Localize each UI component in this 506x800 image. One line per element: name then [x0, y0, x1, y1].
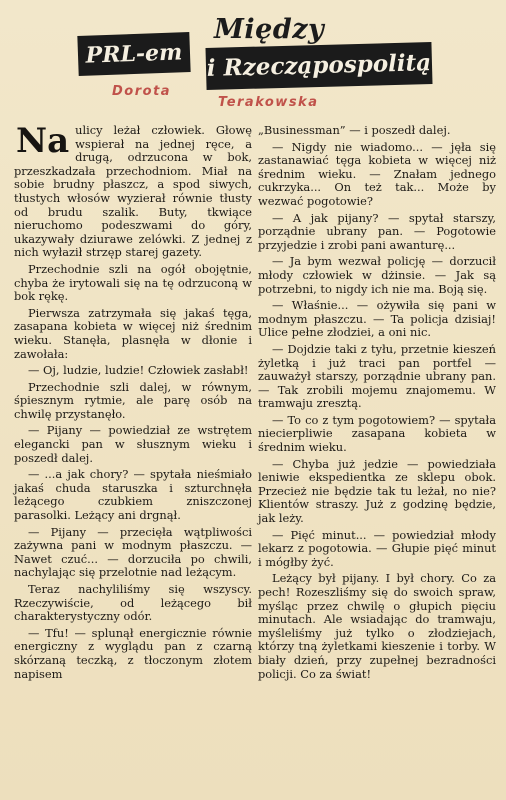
title-rzeczpospolita-block: i Rzecząpospolitą: [205, 42, 432, 90]
paragraph: — To co z tym pogotowiem? — spytała niecierpliwie zasapana kobieta w średnim wieku.: [258, 412, 496, 455]
paragraph: — Pijany — przecięła wątpliwości zażywna pani w modnym płaszczu. — Nawet czuć... — dorzuciła po chwili, nachylając się przelotnie nad leżącym.: [14, 524, 252, 580]
author-last-name: Terakowska: [218, 95, 319, 110]
paragraph: — Pięć minut... — powiedział młody lekarz z pogotowia. — Głupie pięć minut i mógłby żyć.: [258, 527, 496, 569]
paragraph: — Właśnie... — ożywiła się pani w modnym płaszczu. — Ta policja dzisiaj! Ulice pełne złodziei, a oni nic.: [258, 298, 496, 340]
paragraph: Teraz nachyliliśmy się wszyscy. Rzeczywiście, od leżącego bił charakterystyczny odór.: [14, 582, 252, 624]
article-column-left: [14, 121, 252, 684]
paragraph: — Ja bym wezwał policję — dorzucił młody człowiek w dżinsie. — Jak są potrzebni, to nigdy ich nie ma. Boją się.: [258, 254, 496, 296]
author-first-name: Dorota: [112, 84, 172, 99]
title-prl-block: PRL-em: [77, 32, 190, 76]
paragraph: Leżący był pijany. I był chory. Co za pech! Rozeszliśmy się do swoich spraw, myśląc przez chwilę o głupich pięciu minutach. Ale wsiadając do tramwaju, myśleliśmy już tylko o złodziejach, którzy tną żyletkami kieszenie i torby. W biały dzień, przy zupełnej bezradności policji. Co za świat!: [258, 571, 496, 681]
paragraph: Przechodnie szli dalej, w równym, śpiesznym rytmie, ale parę osób na chwilę przystanęło.: [14, 379, 252, 421]
article-column-right: [258, 124, 496, 684]
paragraph: „Businessman” — i poszedł dalej.: [258, 123, 451, 137]
title-miedzy: Między: [214, 14, 325, 45]
paragraph: — ...a jak chory? — spytała nieśmiało jakaś chuda staruszka i szturchnęła leżącego czubkiem zniszczonej parasolki. Leżący ani drgnął.: [14, 467, 252, 523]
paragraph: — Dojdzie taki z tyłu, przetnie kieszeń żyletką i już traci pan portfel — zauważył starszy, porządnie ubrany pan. — Tak zrobili mojemu znajomemu. W tramwaju zresztą.: [258, 341, 496, 411]
paragraph: — Nigdy nie wiadomo... — jęła się zastanawiać tęga kobieta w więcej niż średnim wieku. — Znałam jednego cukrzyka... On też tak... Może by wezwać pogotowie?: [258, 139, 496, 208]
paragraph: — Tfu! — splunął energicznie równie energiczny z wyglądu pan z czarną skórzaną teczką, z tłoczonym złotem napisem: [14, 625, 252, 681]
paragraph: — Chyba już jedzie — powiedziała leniwie ekspedientka ze sklepu obok. Przecież nie będzie tak tu leżał, no nie? Klientów straszy. Już z godzinę będzie, jak leży.: [258, 456, 496, 526]
paragraph: Na ulicy leżał człowiek. Głowę wspierał na jednej ręce, a drugą, odrzucona w bok, przeszkadzała przechodniom. Miał na sobie brudny płaszcz, a spod siwych, tłustych włosów wyzierał równie tłusty od brudu szalik. Buty, tkwiące nieruchomo podeszwami do góry, ukazywały dziurawe zelówki. Z jednej z nich wyłaził strzęp starej gazety.: [14, 121, 252, 260]
paragraph: — Pijany — powiedział ze wstrętem elegancki pan w słusznym wieku i poszedł dalej.: [14, 423, 252, 465]
paragraph: — A jak pijany? — spytał starszy, porządnie ubrany pan. — Pogotowie przyjedzie i zrobi pani awanturę...: [258, 210, 496, 252]
paragraph: Przechodnie szli na ogół obojętnie, chyba że irytowali się na tę odrzuconą w bok rękę.: [14, 261, 252, 304]
drop-cap: Na: [16, 121, 70, 161]
paragraph: — Oj, ludzie, ludzie! Człowiek zasłabł!: [28, 363, 249, 378]
paragraph: Pierwsza zatrzymała się jakaś tęga, zasapana kobieta w więcej niż średnim wieku. Stanęła, plasnęła w dłonie i zawołała:: [14, 305, 252, 361]
article-header: [0, 0, 506, 118]
